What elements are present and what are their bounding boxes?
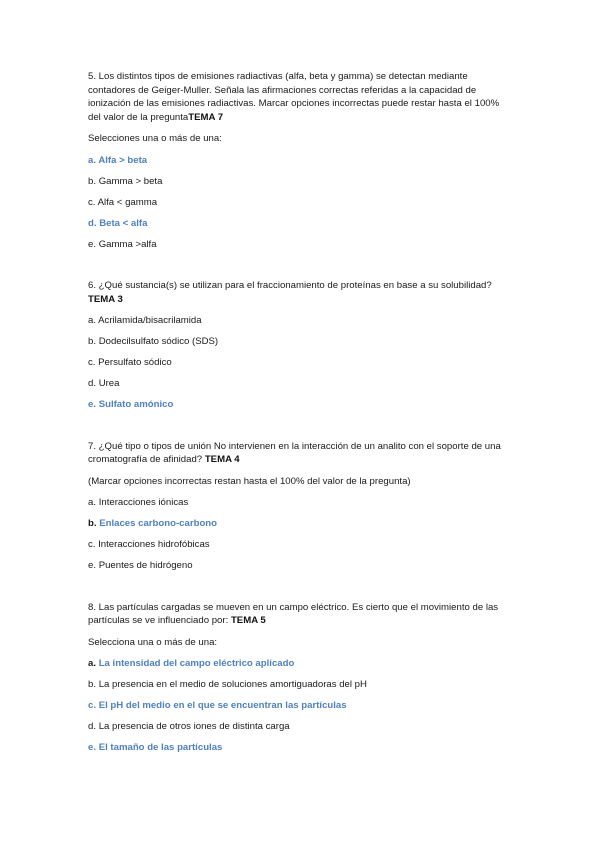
option-text: Puentes de hidrógeno [98,560,193,571]
option-letter: c. [88,196,96,208]
option-6c [88,356,512,370]
instruction: (Marcar opciones incorrectas restan hasta el 100% del valor de la pregunta) [88,475,411,487]
question-text [88,70,512,124]
option-letter: d. [88,721,97,732]
option-7a [88,496,512,510]
option-letter: a. [88,154,97,166]
option-5d [88,217,512,231]
question-text [88,601,512,628]
option-5a [88,154,512,168]
option-letter: c. [88,539,96,550]
question-text [88,279,512,306]
option-text: Sulfato amónico [98,399,174,410]
option-text: Alfa > beta [98,154,148,166]
question-5-text: 5. Los distintos tipos de emisiones radiactivas (alfa, beta y gamma) se detectan mediante contadores de Geiger-Muller. Señala las afirmaciones correctas referidas a la capacidad de ionización de las emisiones radiactivas. Marcar opciones incorrectas puede restar hasta el 100% del valor de la pregunta [88,71,500,123]
option-text: Interacciones iónicas [98,497,189,508]
question-7 [88,440,512,573]
option-text: La presencia de otros iones de distinta carga [98,721,290,732]
option-letter: b. [88,518,97,529]
option-text: La presencia en el medio de soluciones amortiguadoras del pH [98,679,367,690]
question-7-text: 7. ¿Qué tipo o tipos de unión No intervienen en la interacción de un analito con el soporte de una cromatografía de afinidad? [88,440,501,465]
option-text: Enlaces carbono-carbono [99,518,218,529]
option-letter: b. [88,175,97,187]
tema-label: TEMA 4 [204,454,240,465]
option-letter: a. [88,497,97,508]
question-5 [88,70,512,251]
option-7e [88,559,512,573]
question-6 [88,279,512,412]
tema-label: TEMA 7 [188,111,224,123]
option-6a [88,314,512,328]
option-6b [88,335,512,349]
option-text: Dodecilsulfato sódico (SDS) [98,336,219,347]
question-text [88,440,512,467]
option-letter: e. [88,238,97,250]
option-text: Alfa < gamma [97,196,158,208]
tema-label: TEMA 5 [230,615,266,626]
option-8b [88,678,512,692]
option-letter: a. [88,658,97,669]
option-8e [88,741,512,755]
option-7b [88,517,512,531]
option-text: Persulfato sódico [98,357,172,368]
option-text: Interacciones hidrofóbicas [98,539,210,550]
tema-label: TEMA 3 [88,293,123,305]
option-text: Beta < alfa [99,217,148,229]
option-8a [88,657,512,671]
option-text: Gamma > beta [98,175,163,187]
question-8 [88,601,512,755]
option-text: Gamma >alfa [98,238,157,250]
option-8d [88,720,512,734]
option-text: El pH del medio en el que se encuentran las partículas [98,700,347,711]
option-text: El tamaño de las partículas [98,742,223,753]
question-6-text: 6. ¿Qué sustancia(s) se utilizan para el fraccionamiento de proteínas en base a su solubilidad? [88,280,492,291]
option-letter: e. [88,742,97,753]
option-letter: b. [88,679,97,690]
option-letter: d. [88,217,97,229]
question-8-text: 8. Las partículas cargadas se mueven en un campo eléctrico. Es cierto que el movimiento de las partículas se ve influenciado por: [88,601,499,626]
instruction: Selecciona una o más de una: [88,636,218,648]
option-7c [88,538,512,552]
option-letter: d. [88,378,97,389]
option-8c [88,699,512,713]
instruction: Selecciones una o más de una: [88,133,222,144]
option-6e [88,398,512,412]
option-5c [88,196,512,210]
option-letter: a. [88,315,97,326]
option-text: Urea [98,378,120,389]
option-letter: b. [88,336,97,347]
option-6d [88,377,512,391]
option-letter: c. [88,700,97,711]
option-5b [88,175,512,189]
option-letter: e. [88,399,97,410]
option-5e [88,238,512,252]
option-letter: c. [88,357,96,368]
option-letter: e. [88,560,97,571]
option-text: Acrilamida/bisacrilamida [98,315,202,326]
option-text: La intensidad del campo eléctrico aplicado [98,658,295,669]
